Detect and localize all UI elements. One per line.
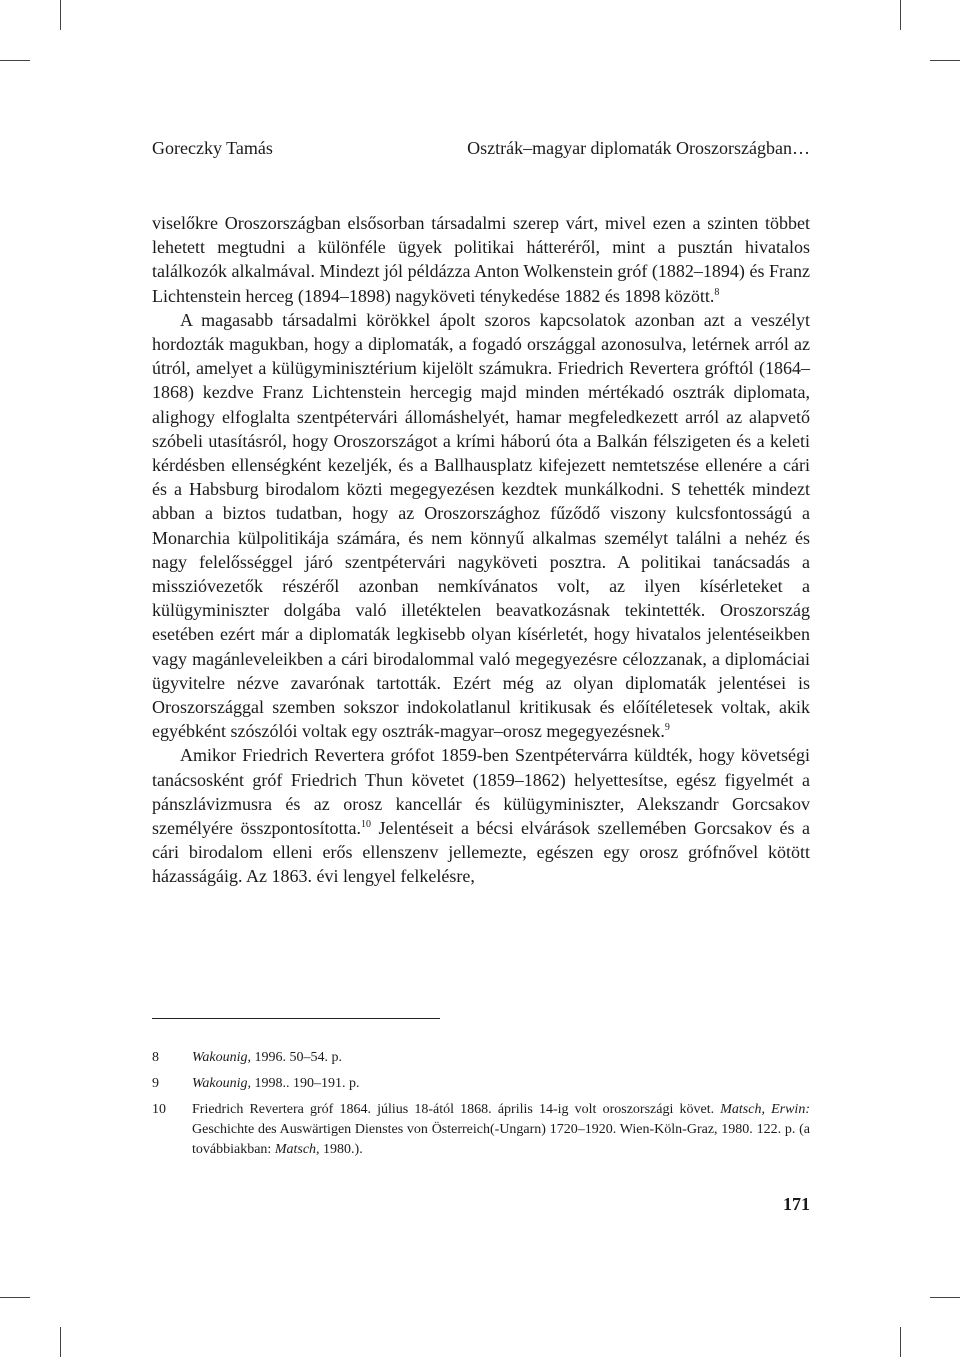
crop-mark xyxy=(900,0,901,30)
crop-mark xyxy=(60,1327,61,1357)
body-text xyxy=(152,211,810,889)
crop-mark xyxy=(930,1297,960,1298)
paragraph-3: Amikor Friedrich Revertera grófot 1859-ben Szentpétervárra küldték, hogy követségi tanácsosként gróf Friedrich Thun követet (1859–1862) helyettesítse, egész figyelmét a pánszlávizmusra és az orosz kancellár és külügyminiszter, Alekszandr Gorcsakov személyére összpontosította.$^{10}$ Jelentéseit a bécsi elvárások szellemében Gorcsakov és a cári birodalom elleni erős ellenszenv jellemezte, egészen egy orosz grófnővel kötött házasságáig. Az 1863. évi lengyel felkelésre, xyxy=(152,745,811,887)
footnote-text: Friedrich Revertera gróf 1864. július 18-ától 1868. április 14-ig volt oroszországi követ. Matsch, Erwin: Geschichte des Auswärtigen Dienstes von Österreich(-Ungarn) 1720–1920. Wien-Köln-Graz, 1980. 122. p. (a továbbiakban: Matsch, 1980.). xyxy=(192,1102,810,1157)
footnote-ref-8[interactable]: 8 xyxy=(714,286,720,298)
footnote-number: 9 xyxy=(152,1076,159,1091)
crop-mark xyxy=(930,60,960,61)
footnote-text: Wakounig, 1998.. 190–191. p. xyxy=(192,1076,360,1091)
footnote-ref-9[interactable]: 9 xyxy=(664,722,670,734)
footnote-ref-10[interactable]: 10 xyxy=(360,819,371,831)
running-head xyxy=(152,136,810,160)
header-title: Osztrák–magyar diplomaták Oroszországban… xyxy=(467,138,810,158)
footnote-divider xyxy=(152,1018,440,1019)
page-number: 171 xyxy=(783,1194,810,1214)
footnote-text: Wakounig, 1996. 50–54. p. xyxy=(192,1050,342,1065)
footnote-9 xyxy=(152,1074,810,1094)
footnote-number: 8 xyxy=(152,1050,159,1065)
footnote-10 xyxy=(152,1100,810,1160)
paragraph-2: A magasabb társadalmi körökkel ápolt szoros kapcsolatok azonban azt a veszélyt hordozták magukban, hogy a diplomaták, a fogadó országgal azonosulva, letérnek arról az útról, amelyet a külügyminisztérium kijelölt számukra. Friedrich Revertera gróftól (1864–1868) kezdve Franz Lichtenstein hercegig majd minden mértékadó osztrák diplomata, alighogy elfoglalta szentpétervári állomáshelyét, hamar megfeledkezett arról az alapvető szóbeli utasításról, hogy Oroszországot a krími háború óta a Balkán félszigeten és a keleti kérdésben ellenségként kezeljék, és a Ballhausplatz kifejezett nemtetszése ellenére a cári és a Habsburg birodalom közti megegyezésen kezdtek munkálkodni. S tehették mindezt abban a biztos tudatban, hogy az Oroszországhoz fűződő viszony kulcsfontosságú a Monarchia külpolitikája számára, és nem könnyű alkalmas személyt találni a nehéz és nagy felelősséggel járó szentpétervári nagyköveti posztra. A politikai tanácsadás a misszióvezetők részéről azonban nemkívánatos volt, az ilyen kísérleteket a külügyminiszter dolgába való illetéktelen beavatkozásnak tekintették. Oroszország esetében ezért már a diplomaták legkisebb olyan kísérletét, hogy hivatalos jelentéseikben vagy magánleveleikben a cári birodalommal való megegyezésre célozzanak, a diplomáciai ügyvitelre nézve zavarónak tartották. Ezért még az olyan diplomaták jelentései is Oroszországgal szemben sokszor indokolatlanul kritikusak és előítéletesek voltak, akik egyébként szószólói voltak egy osztrák-magyar–orosz megegyezésnek.$^9$ xyxy=(152,309,810,742)
crop-mark xyxy=(0,60,30,61)
crop-mark xyxy=(0,1297,30,1298)
crop-mark xyxy=(900,1327,901,1357)
footnotes xyxy=(152,1048,810,1166)
header-author: Goreczky Tamás xyxy=(152,138,273,158)
paragraph-1: viselőkre Oroszországban elsősorban társadalmi szerep várt, mivel ezen a szinten többet lehetett megtudni a különféle ügyek politikai hátteréről, mint a pusztán hivatalos találkozók alkalmával. Mindezt jól példázza Anton Wolkenstein gróf (1882–1894) és Franz Lichtenstein herceg (1894–1898) nagyköveti ténykedése 1882 és 1898 között.$^8$ xyxy=(152,213,810,306)
crop-mark xyxy=(60,0,61,30)
footnote-number: 10 xyxy=(152,1102,166,1117)
footnote-8 xyxy=(152,1048,810,1068)
